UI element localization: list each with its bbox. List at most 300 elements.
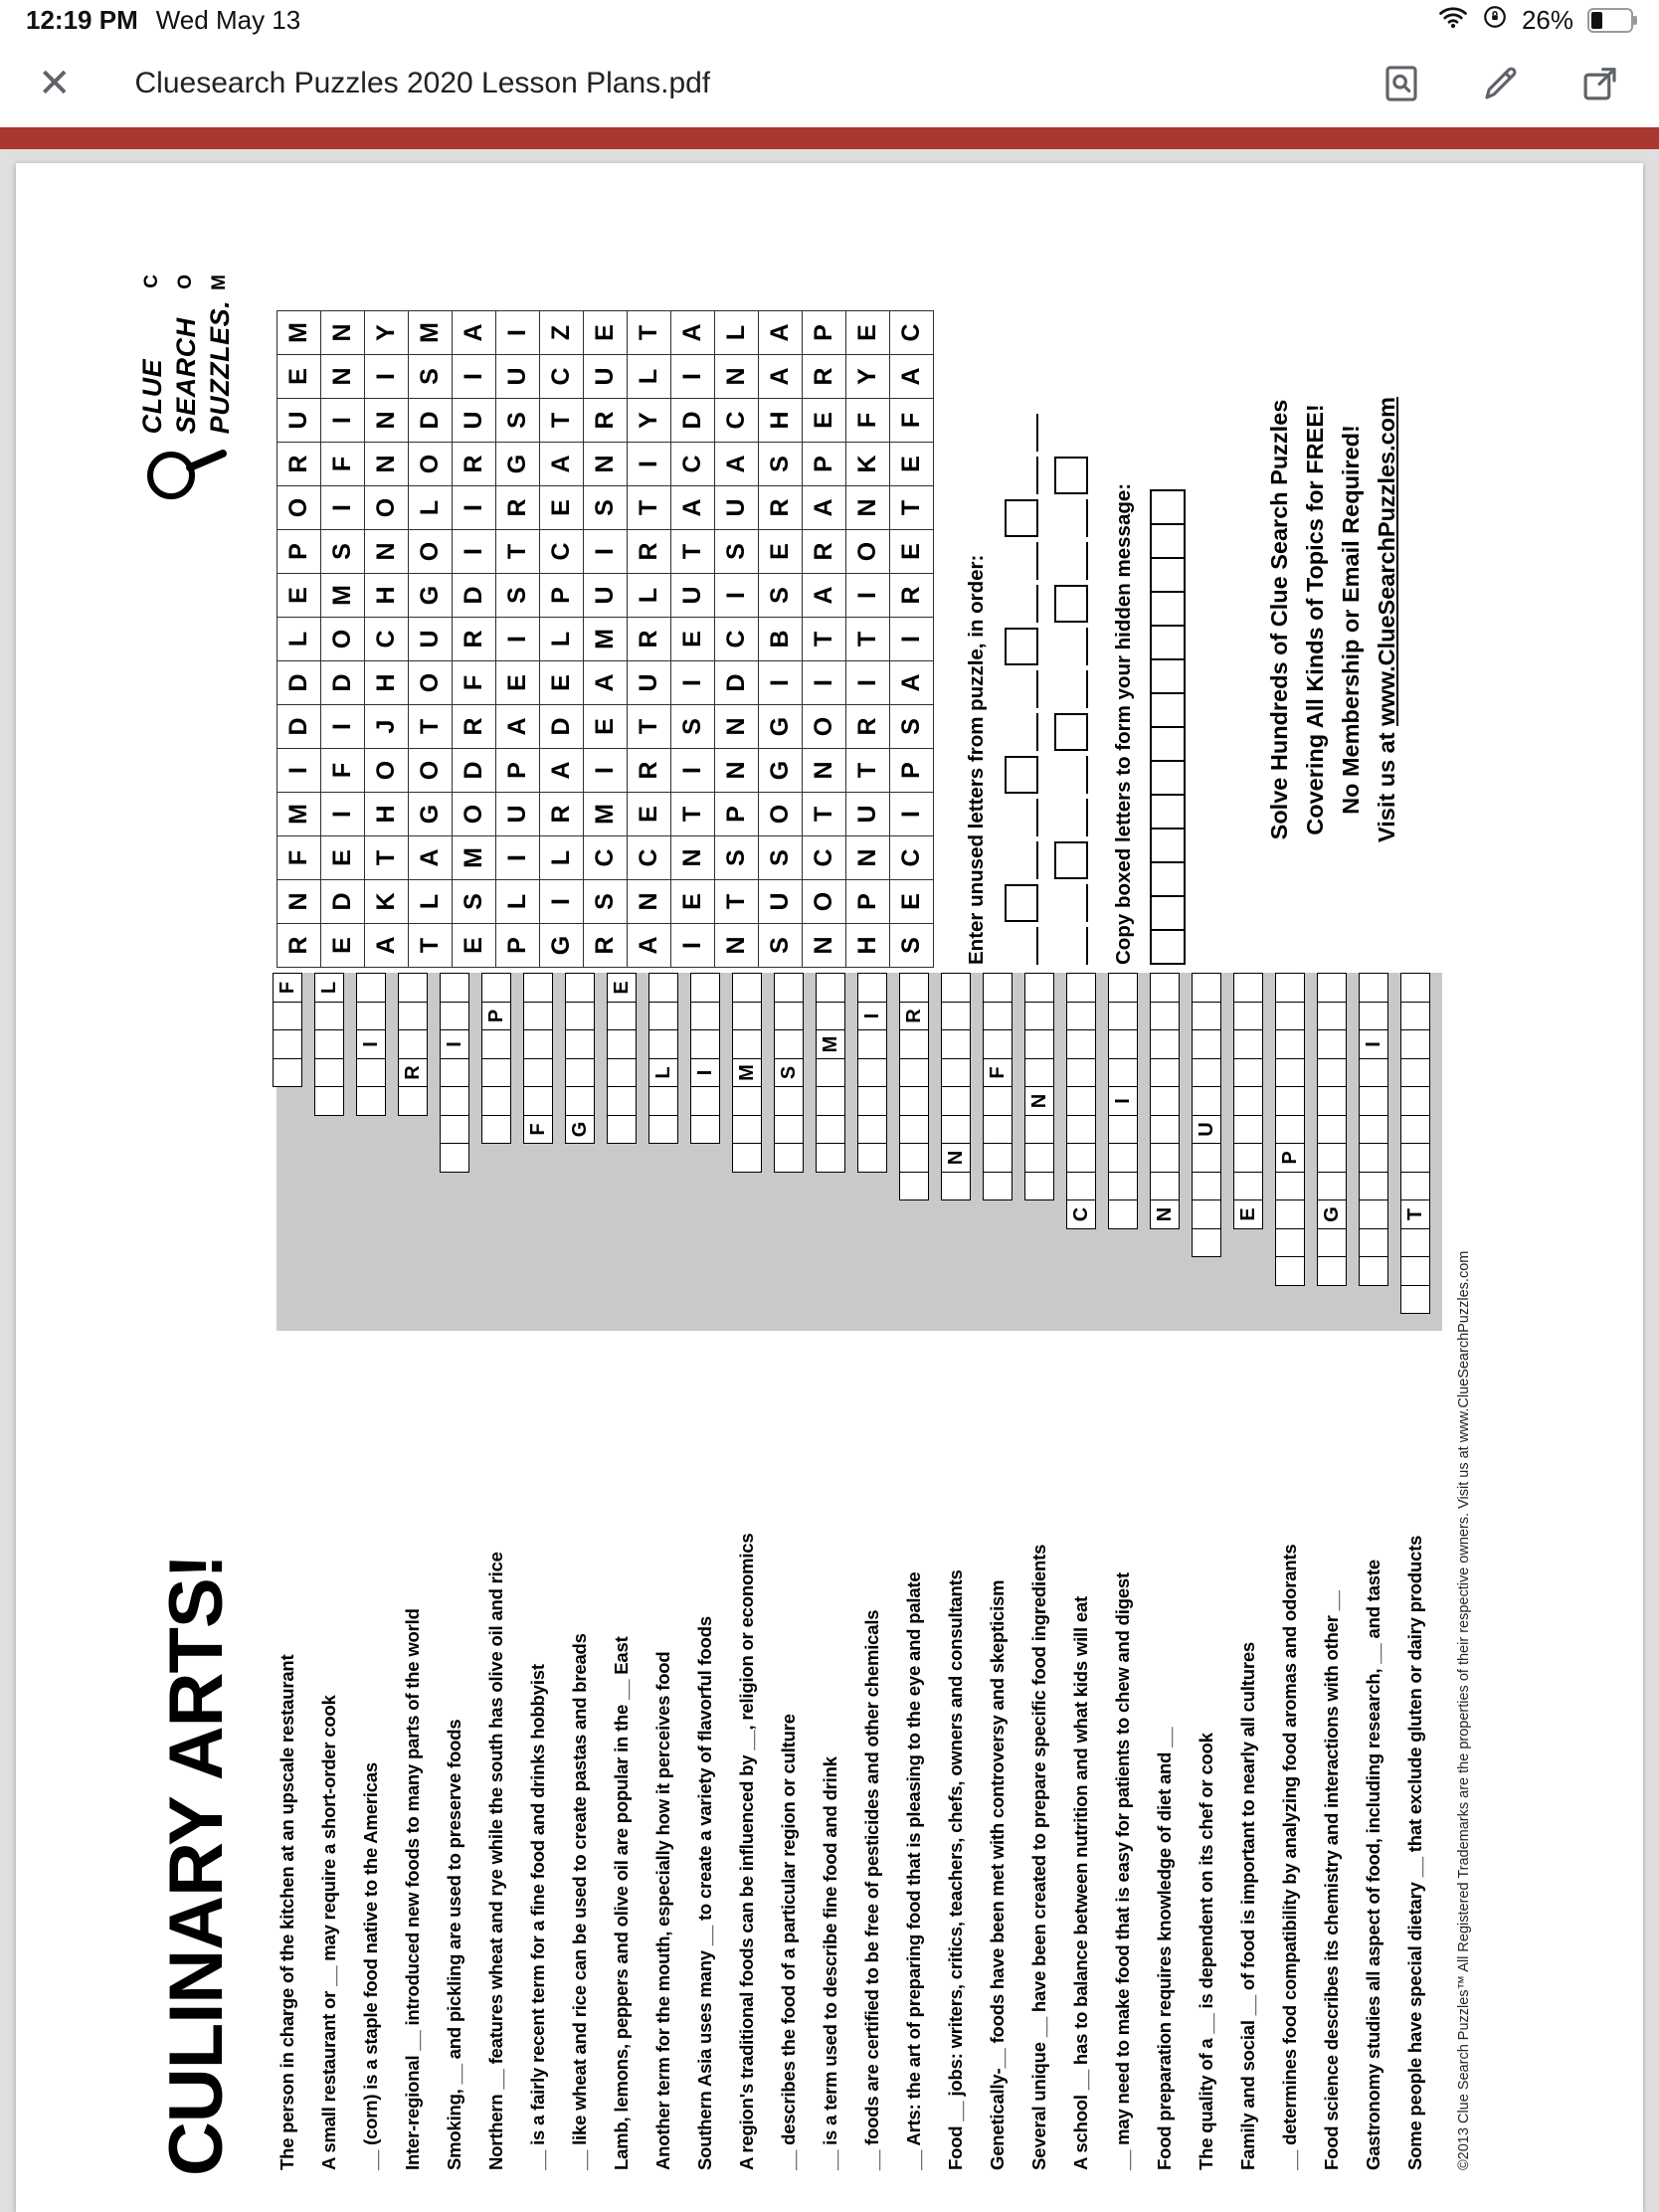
grid-cell: N bbox=[715, 354, 759, 398]
answer-box bbox=[1400, 1143, 1430, 1173]
clue-text: The quality of a __ is dependent on its chef or cook bbox=[1196, 1733, 1216, 2170]
answer-box bbox=[648, 973, 678, 1003]
promo-block bbox=[1261, 281, 1404, 958]
grid-cell: S bbox=[584, 879, 628, 923]
grid-cell: R bbox=[584, 923, 628, 967]
grid-cell: O bbox=[453, 792, 496, 835]
grid-cell: U bbox=[496, 354, 540, 398]
grid-cell: M bbox=[409, 310, 453, 354]
answer-box bbox=[1400, 1086, 1430, 1116]
grid-cell: D bbox=[277, 660, 321, 704]
answer-box bbox=[1359, 1115, 1388, 1145]
answer-box bbox=[899, 1143, 929, 1173]
answer-box bbox=[857, 1115, 887, 1145]
answer-box bbox=[899, 973, 929, 1003]
grid-cell: A bbox=[890, 660, 934, 704]
answer-box bbox=[565, 1002, 595, 1031]
grid-cell: N bbox=[803, 748, 846, 792]
grid-cell: I bbox=[628, 442, 671, 485]
clue-text: __ is a fairly recent term for a fine food and drinks hobbyist bbox=[527, 1664, 548, 2170]
answer-box bbox=[440, 1002, 469, 1031]
grid-cell: E bbox=[584, 310, 628, 354]
answer-box bbox=[1024, 1029, 1054, 1059]
answer-box bbox=[1317, 973, 1347, 1003]
grid-cell: M bbox=[277, 310, 321, 354]
answer-boxes bbox=[1024, 973, 1054, 1201]
clue-text: A small restaurant or __ may require a short-order cook bbox=[318, 1695, 339, 2170]
clue-text: __ (corn) is a staple food native to the Americas bbox=[360, 1762, 381, 2170]
answer-box: N bbox=[1150, 1199, 1180, 1229]
clue-row bbox=[1227, 973, 1269, 2170]
answer-boxes bbox=[1275, 973, 1305, 1287]
grid-row bbox=[671, 310, 715, 967]
answer-box: N bbox=[1024, 1086, 1054, 1116]
grid-cell: S bbox=[409, 354, 453, 398]
grid-cell: I bbox=[890, 617, 934, 660]
grid-row bbox=[409, 310, 453, 967]
grid-cell: O bbox=[365, 748, 409, 792]
answer-boxes bbox=[857, 973, 887, 1174]
grid-cell: H bbox=[365, 792, 409, 835]
clue-row bbox=[1144, 973, 1186, 2170]
grid-cell: G bbox=[759, 748, 803, 792]
answer-box bbox=[816, 1002, 845, 1031]
clue-row bbox=[1018, 973, 1060, 2170]
answer-box bbox=[1317, 1256, 1347, 1286]
grid-cell: O bbox=[277, 485, 321, 529]
find-in-page-button[interactable] bbox=[1381, 63, 1422, 104]
grid-cell: I bbox=[715, 573, 759, 617]
answer-boxes bbox=[398, 973, 428, 1117]
answer-box bbox=[356, 1086, 386, 1116]
answer-box bbox=[1359, 1256, 1388, 1286]
answer-box bbox=[1400, 1256, 1430, 1286]
grid-cell: T bbox=[628, 704, 671, 748]
answer-box bbox=[1024, 1058, 1054, 1088]
grid-cell: O bbox=[803, 879, 846, 923]
logo-word: CLUE bbox=[137, 358, 167, 435]
answer-box bbox=[398, 973, 428, 1003]
answer-box bbox=[1066, 1058, 1096, 1088]
answer-box bbox=[941, 1086, 971, 1116]
answer-box bbox=[1066, 1172, 1096, 1201]
grid-cell: E bbox=[846, 310, 890, 354]
hidden-message-label: Copy boxed letters to form your hidden message: bbox=[1112, 482, 1135, 965]
answer-box bbox=[1275, 973, 1305, 1003]
answer-box: P bbox=[481, 1002, 511, 1031]
clue-text: __ may need to make food that is easy for patients to chew and digest bbox=[1112, 1572, 1133, 2170]
answer-boxes bbox=[690, 973, 720, 1145]
answer-box bbox=[273, 1058, 302, 1088]
answer-box bbox=[607, 1029, 637, 1059]
clue-row bbox=[643, 973, 684, 2170]
grid-cell: G bbox=[759, 704, 803, 748]
answer-box bbox=[481, 973, 511, 1003]
answer-box bbox=[1108, 1199, 1138, 1229]
unused-letter-blank bbox=[1058, 628, 1088, 665]
answer-box bbox=[1024, 1002, 1054, 1031]
grid-cell: N bbox=[803, 923, 846, 967]
grid-cell: R bbox=[890, 573, 934, 617]
grid-cell: E bbox=[803, 398, 846, 442]
unused-letters-line1 bbox=[1003, 414, 1038, 965]
grid-cell: N bbox=[321, 310, 365, 354]
answer-box bbox=[857, 1086, 887, 1116]
clue-row bbox=[684, 973, 726, 2170]
grid-cell: P bbox=[803, 442, 846, 485]
answer-box bbox=[440, 973, 469, 1003]
answer-box bbox=[941, 973, 971, 1003]
hidden-message-box bbox=[1150, 861, 1186, 897]
grid-cell: A bbox=[759, 354, 803, 398]
answer-box bbox=[1359, 973, 1388, 1003]
grid-cell: T bbox=[671, 529, 715, 573]
clue-text: Family and social __ of food is important to nearly all cultures bbox=[1237, 1641, 1258, 2170]
hidden-message-box bbox=[1150, 828, 1186, 863]
grid-cell: T bbox=[540, 398, 584, 442]
answer-box: E bbox=[1233, 1199, 1263, 1229]
clue-text: Lamb, lemons, peppers and olive oil are popular in the __ East bbox=[611, 1636, 632, 2170]
grid-row bbox=[365, 310, 409, 967]
unused-letter-blank bbox=[1009, 457, 1038, 494]
answer-box bbox=[816, 1143, 845, 1173]
answer-box: G bbox=[1317, 1199, 1347, 1229]
clue-list bbox=[267, 973, 1436, 2170]
hidden-message-box bbox=[1150, 489, 1186, 525]
answer-box bbox=[774, 1029, 804, 1059]
answer-boxes bbox=[1233, 973, 1263, 1230]
clue-row bbox=[851, 973, 893, 2170]
answer-box bbox=[648, 1029, 678, 1059]
grid-cell: F bbox=[321, 748, 365, 792]
unused-letter-blank bbox=[1058, 884, 1088, 922]
battery-icon bbox=[1587, 8, 1633, 33]
answer-box bbox=[1359, 1172, 1388, 1201]
hidden-message-box bbox=[1150, 794, 1186, 830]
promo-line: Solve Hundreds of Clue Search Puzzles bbox=[1266, 399, 1292, 840]
clue-text: __ Arts: the art of preparing food that is pleasing to the eye and palate bbox=[903, 1571, 924, 2170]
grid-cell: T bbox=[628, 485, 671, 529]
grid-cell: P bbox=[715, 792, 759, 835]
grid-cell: G bbox=[496, 442, 540, 485]
document-title: Cluesearch Puzzles 2020 Lesson Plans.pdf bbox=[134, 67, 711, 99]
grid-cell: E bbox=[890, 879, 934, 923]
grid-cell: U bbox=[409, 617, 453, 660]
grid-cell: I bbox=[496, 617, 540, 660]
pdf-page[interactable] bbox=[16, 163, 1643, 2212]
answer-box: I bbox=[1359, 1029, 1388, 1059]
clue-row bbox=[935, 973, 977, 2170]
answer-box bbox=[816, 1086, 845, 1116]
answer-box: R bbox=[899, 1002, 929, 1031]
grid-cell: K bbox=[365, 879, 409, 923]
clue-row bbox=[1394, 973, 1436, 2170]
answer-box: I bbox=[857, 1002, 887, 1031]
answer-box bbox=[1192, 1228, 1221, 1258]
answer-box bbox=[440, 1143, 469, 1173]
grid-cell: D bbox=[671, 398, 715, 442]
grid-cell: C bbox=[628, 835, 671, 879]
clue-row bbox=[601, 973, 643, 2170]
grid-cell: U bbox=[715, 485, 759, 529]
answer-boxes bbox=[983, 973, 1013, 1201]
answer-boxes bbox=[273, 973, 302, 1088]
answer-box bbox=[1233, 1086, 1263, 1116]
grid-cell: R bbox=[496, 485, 540, 529]
clue-text: Some people have special dietary __ that exclude gluten or dairy products bbox=[1404, 1535, 1425, 2170]
answer-box: L bbox=[314, 973, 344, 1003]
promo-line: Covering All Kinds of Topics for FREE! bbox=[1302, 404, 1328, 835]
answer-boxes bbox=[1108, 973, 1138, 1230]
clue-row bbox=[1311, 973, 1353, 2170]
grid-cell: I bbox=[671, 354, 715, 398]
grid-cell: I bbox=[803, 660, 846, 704]
grid-cell: T bbox=[803, 792, 846, 835]
answer-box bbox=[1150, 1172, 1180, 1201]
grid-cell: G bbox=[409, 573, 453, 617]
clue-row bbox=[1060, 973, 1102, 2170]
grid-cell: D bbox=[453, 573, 496, 617]
answer-box bbox=[648, 1115, 678, 1145]
unused-letter-blank bbox=[1009, 670, 1038, 708]
grid-cell: E bbox=[277, 573, 321, 617]
grid-cell: U bbox=[628, 660, 671, 704]
promo-line: No Membership or Email Required! bbox=[1338, 425, 1364, 815]
answer-box bbox=[565, 1029, 595, 1059]
grid-cell: F bbox=[890, 398, 934, 442]
word-search-grid bbox=[276, 310, 934, 968]
grid-cell: N bbox=[715, 704, 759, 748]
grid-cell: A bbox=[409, 835, 453, 879]
grid-cell: M bbox=[584, 792, 628, 835]
clue-row bbox=[1102, 973, 1144, 2170]
answer-box bbox=[523, 1058, 553, 1088]
grid-cell: R bbox=[453, 704, 496, 748]
grid-cell: R bbox=[584, 398, 628, 442]
answer-boxes bbox=[356, 973, 386, 1117]
answer-box bbox=[1150, 1002, 1180, 1031]
answer-box: I bbox=[690, 1058, 720, 1088]
grid-cell: H bbox=[365, 660, 409, 704]
grid-cell: A bbox=[540, 748, 584, 792]
answer-box: F bbox=[523, 1115, 553, 1145]
grid-cell: R bbox=[759, 485, 803, 529]
clue-text: The person in charge of the kitchen at an upscale restaurant bbox=[276, 1654, 297, 2170]
answer-box bbox=[1150, 1058, 1180, 1088]
grid-cell: C bbox=[803, 835, 846, 879]
answer-box bbox=[1317, 1172, 1347, 1201]
answer-box bbox=[1317, 1228, 1347, 1258]
answer-box bbox=[899, 1086, 929, 1116]
answer-box bbox=[1400, 973, 1430, 1003]
grid-cell: E bbox=[321, 835, 365, 879]
unused-letter-blank bbox=[1058, 542, 1088, 580]
clue-row bbox=[434, 973, 475, 2170]
answer-box bbox=[732, 1029, 762, 1059]
grid-cell: N bbox=[715, 748, 759, 792]
grid-cell: Y bbox=[365, 310, 409, 354]
answer-box bbox=[941, 1002, 971, 1031]
answer-box bbox=[398, 1029, 428, 1059]
answer-box bbox=[1359, 1058, 1388, 1088]
grid-cell: R bbox=[803, 529, 846, 573]
answer-box bbox=[314, 1002, 344, 1031]
pdf-viewer-toolbar bbox=[0, 40, 1659, 127]
grid-row bbox=[628, 310, 671, 967]
grid-cell: O bbox=[409, 529, 453, 573]
annotate-pencil-button[interactable] bbox=[1480, 63, 1522, 104]
grid-cell: R bbox=[803, 354, 846, 398]
answer-box bbox=[774, 1143, 804, 1173]
clue-row bbox=[1186, 973, 1227, 2170]
grid-cell: L bbox=[628, 573, 671, 617]
answer-box bbox=[314, 1086, 344, 1116]
grid-cell: U bbox=[496, 792, 540, 835]
answer-box bbox=[1359, 1199, 1388, 1229]
answer-box bbox=[774, 1115, 804, 1145]
grid-cell: I bbox=[453, 485, 496, 529]
unused-letter-box bbox=[1054, 585, 1088, 623]
grid-cell: G bbox=[540, 923, 584, 967]
answer-box: I bbox=[356, 1029, 386, 1059]
unused-letter-blank bbox=[1058, 670, 1088, 708]
answer-box: I bbox=[1108, 1086, 1138, 1116]
open-in-button[interactable] bbox=[1579, 63, 1621, 104]
answer-box bbox=[774, 1002, 804, 1031]
unused-letter-blank bbox=[1058, 756, 1088, 794]
grid-cell: I bbox=[671, 923, 715, 967]
grid-cell: F bbox=[277, 835, 321, 879]
grid-row bbox=[890, 310, 934, 967]
grid-cell: P bbox=[890, 748, 934, 792]
clue-row bbox=[475, 973, 517, 2170]
answer-box bbox=[1275, 1029, 1305, 1059]
answer-box: L bbox=[648, 1058, 678, 1088]
answer-box: C bbox=[1066, 1199, 1096, 1229]
unused-letter-blank bbox=[1009, 713, 1038, 751]
answer-box bbox=[314, 1029, 344, 1059]
unused-letters-label: Enter unused letters from puzzle, in order: bbox=[965, 554, 988, 965]
clue-text: __ like wheat and rice can be used to create pastas and breads bbox=[569, 1633, 590, 2170]
answer-box bbox=[941, 1115, 971, 1145]
answer-boxes bbox=[732, 973, 762, 1174]
answer-box: F bbox=[983, 1058, 1013, 1088]
grid-cell: D bbox=[409, 398, 453, 442]
answer-box bbox=[648, 1002, 678, 1031]
grid-cell: I bbox=[277, 748, 321, 792]
answer-box: T bbox=[1400, 1199, 1430, 1229]
grid-cell: O bbox=[409, 660, 453, 704]
answer-box bbox=[607, 1058, 637, 1088]
grid-row bbox=[321, 310, 365, 967]
close-button[interactable]: ✕ bbox=[38, 62, 72, 105]
clue-row bbox=[517, 973, 559, 2170]
answer-box bbox=[1275, 1058, 1305, 1088]
grid-cell: C bbox=[715, 617, 759, 660]
answer-box bbox=[1108, 1172, 1138, 1201]
grid-cell: A bbox=[365, 923, 409, 967]
answer-box bbox=[816, 1115, 845, 1145]
answer-box bbox=[1066, 1115, 1096, 1145]
answer-boxes bbox=[565, 973, 595, 1145]
hidden-message-box bbox=[1150, 895, 1186, 931]
grid-cell: E bbox=[321, 923, 365, 967]
unused-letter-blank bbox=[1009, 585, 1038, 623]
grid-cell: N bbox=[365, 529, 409, 573]
grid-cell: A bbox=[715, 442, 759, 485]
grid-cell: T bbox=[671, 792, 715, 835]
puzzle-title: CULINARY ARTS! bbox=[154, 1555, 239, 2176]
answer-boxes bbox=[774, 973, 804, 1174]
answer-box bbox=[1400, 1228, 1430, 1258]
answer-boxes bbox=[1317, 973, 1347, 1287]
answer-box bbox=[816, 1058, 845, 1088]
answer-box bbox=[983, 973, 1013, 1003]
answer-box bbox=[356, 973, 386, 1003]
grid-cell: C bbox=[890, 835, 934, 879]
answer-box bbox=[690, 1115, 720, 1145]
unused-letter-box bbox=[1005, 499, 1038, 537]
clue-row bbox=[768, 973, 810, 2170]
answer-box bbox=[690, 1002, 720, 1031]
grid-row bbox=[496, 310, 540, 967]
answer-box: G bbox=[565, 1115, 595, 1145]
logo-word: SEARCH bbox=[171, 317, 201, 435]
grid-cell: E bbox=[496, 660, 540, 704]
clue-text: Another term for the mouth, especially how it perceives food bbox=[652, 1651, 673, 2170]
clue-text: A region's traditional foods can be influenced by __, religion or economics bbox=[736, 1533, 757, 2170]
unused-letters-line2 bbox=[1052, 414, 1088, 965]
grid-cell: N bbox=[715, 923, 759, 967]
answer-box bbox=[481, 1058, 511, 1088]
grid-cell: M bbox=[277, 792, 321, 835]
grid-cell: I bbox=[584, 748, 628, 792]
answer-box bbox=[1359, 1002, 1388, 1031]
answer-boxes bbox=[941, 973, 971, 1201]
unused-letter-blank bbox=[1058, 799, 1088, 836]
answer-boxes bbox=[816, 973, 845, 1174]
clue-row bbox=[392, 973, 434, 2170]
grid-cell: D bbox=[453, 748, 496, 792]
grid-cell: U bbox=[277, 398, 321, 442]
answer-box bbox=[481, 1115, 511, 1145]
grid-cell: I bbox=[540, 879, 584, 923]
hidden-message-boxes bbox=[1150, 483, 1186, 965]
answer-box bbox=[1066, 1029, 1096, 1059]
answer-box bbox=[1150, 973, 1180, 1003]
grid-cell: S bbox=[715, 835, 759, 879]
answer-box bbox=[899, 1029, 929, 1059]
grid-cell: R bbox=[277, 442, 321, 485]
answer-box bbox=[314, 1058, 344, 1088]
grid-cell: H bbox=[846, 923, 890, 967]
answer-box bbox=[1108, 1002, 1138, 1031]
answer-box bbox=[983, 1143, 1013, 1173]
grid-cell: N bbox=[846, 835, 890, 879]
grid-cell: H bbox=[365, 573, 409, 617]
grid-cell: N bbox=[277, 879, 321, 923]
grid-cell: R bbox=[453, 442, 496, 485]
clue-row bbox=[1269, 973, 1311, 2170]
unused-letter-box bbox=[1005, 884, 1038, 922]
grid-cell: L bbox=[540, 835, 584, 879]
grid-cell: U bbox=[584, 573, 628, 617]
answer-box bbox=[1192, 1029, 1221, 1059]
grid-cell: G bbox=[409, 792, 453, 835]
unused-letter-blank bbox=[1058, 499, 1088, 537]
answer-box bbox=[1233, 1143, 1263, 1173]
answer-box bbox=[1359, 1228, 1388, 1258]
